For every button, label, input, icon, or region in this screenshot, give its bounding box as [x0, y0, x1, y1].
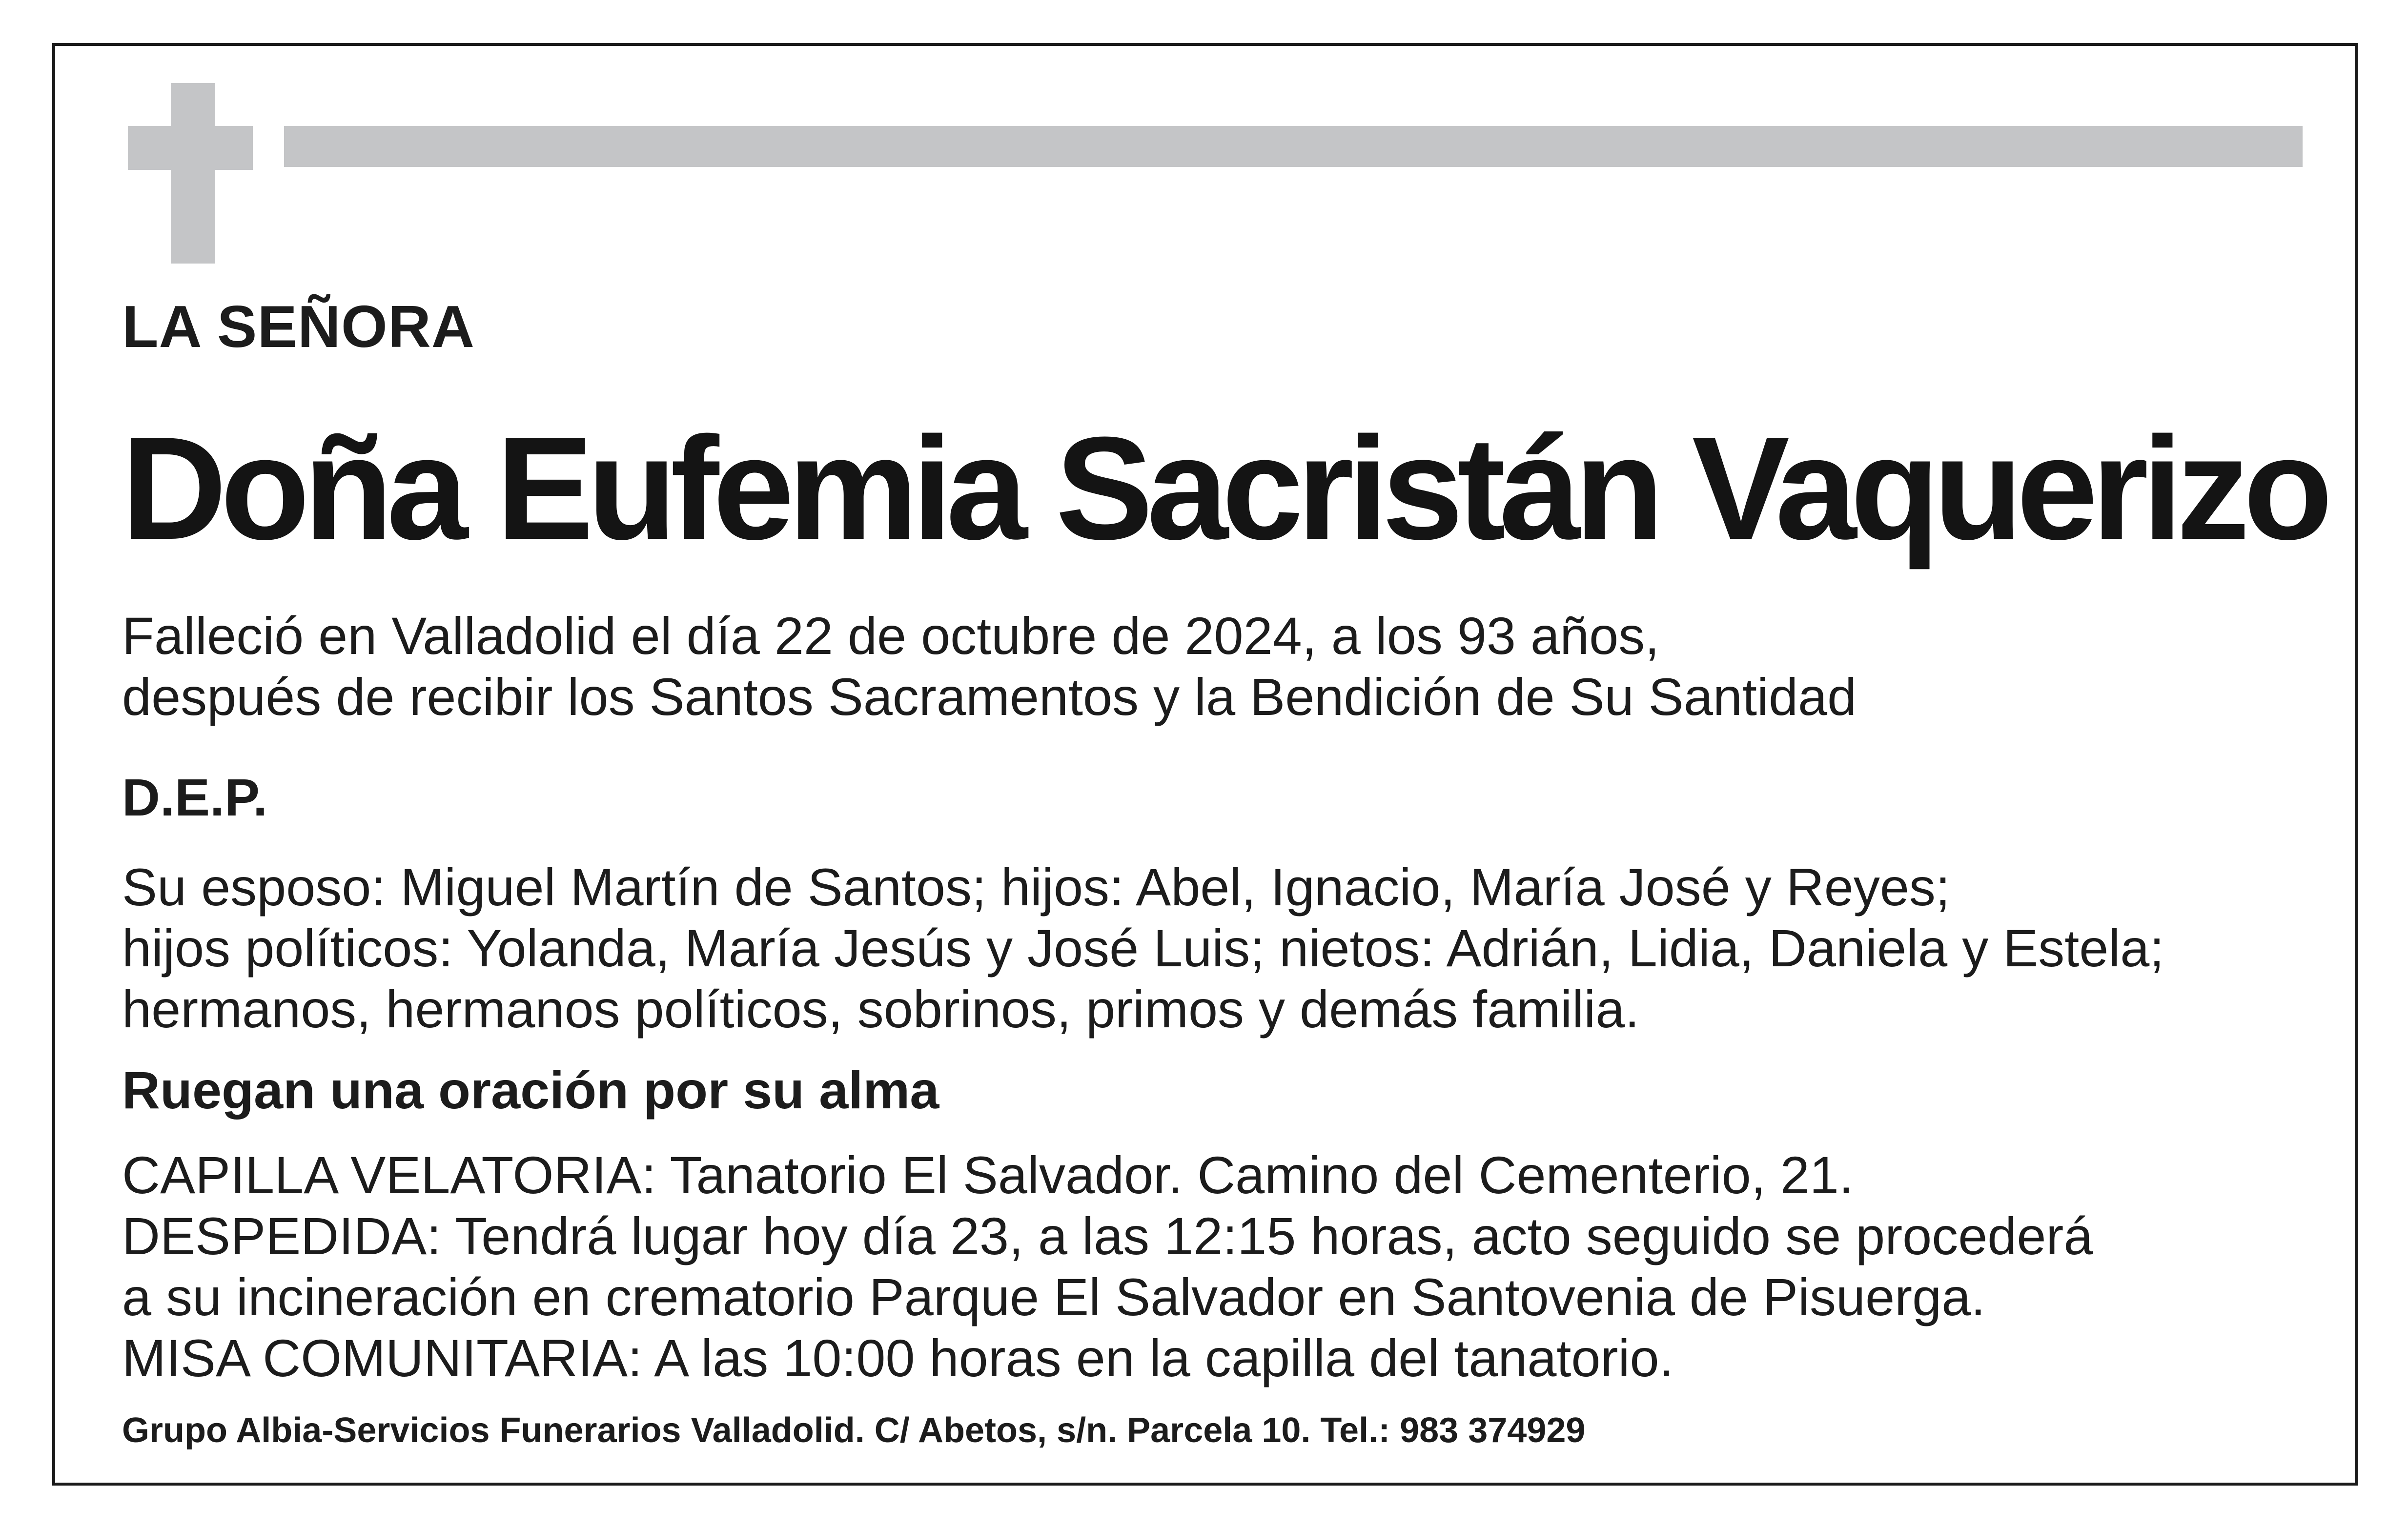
deceased-name: Doña Eufemia Sacristán Vaquerizo — [121, 406, 2326, 570]
service-line: DESPEDIDA: Tendrá lugar hoy día 23, a las 12:15 horas, acto seguido se procederá — [122, 1206, 2093, 1265]
dep-label: D.E.P. — [122, 768, 268, 827]
funeral-home-footer: Grupo Albia-Servicios Funerarios Valladolid. C/ Abetos, s/n. Parcela 10. Tel.: 983 374929 — [122, 1411, 1586, 1450]
cross-icon — [171, 83, 215, 264]
service-line: CAPILLA VELATORIA: Tanatorio El Salvador. Camino del Cementerio, 21. — [122, 1145, 1854, 1204]
death-details — [122, 605, 1857, 727]
prayer-request: Ruegan una oración por su alma — [122, 1060, 939, 1120]
header-rule — [284, 126, 2303, 167]
service-line: MISA COMUNITARIA: A las 10:00 horas en la capilla del tanatorio. — [122, 1328, 1674, 1387]
honorific: LA SEÑORA — [122, 293, 475, 360]
death-details-line: después de recibir los Santos Sacramentos y la Bendición de Su Santidad — [122, 667, 1857, 726]
family-line: hermanos, hermanos políticos, sobrinos, primos y demás familia. — [122, 979, 1640, 1039]
family-line: hijos políticos: Yolanda, María Jesús y José Luis; nietos: Adrián, Lidia, Daniela y Estela; — [122, 918, 2164, 978]
family-list — [122, 856, 2164, 1040]
service-details — [122, 1144, 2093, 1388]
service-line: a su incineración en crematorio Parque El Salvador en Santovenia de Pisuerga. — [122, 1267, 1986, 1326]
cross-icon-crossbar — [128, 126, 253, 170]
family-line: Su esposo: Miguel Martín de Santos; hijos: Abel, Ignacio, María José y Reyes; — [122, 857, 1950, 917]
death-details-line: Falleció en Valladolid el día 22 de octubre de 2024, a los 93 años, — [122, 606, 1660, 665]
